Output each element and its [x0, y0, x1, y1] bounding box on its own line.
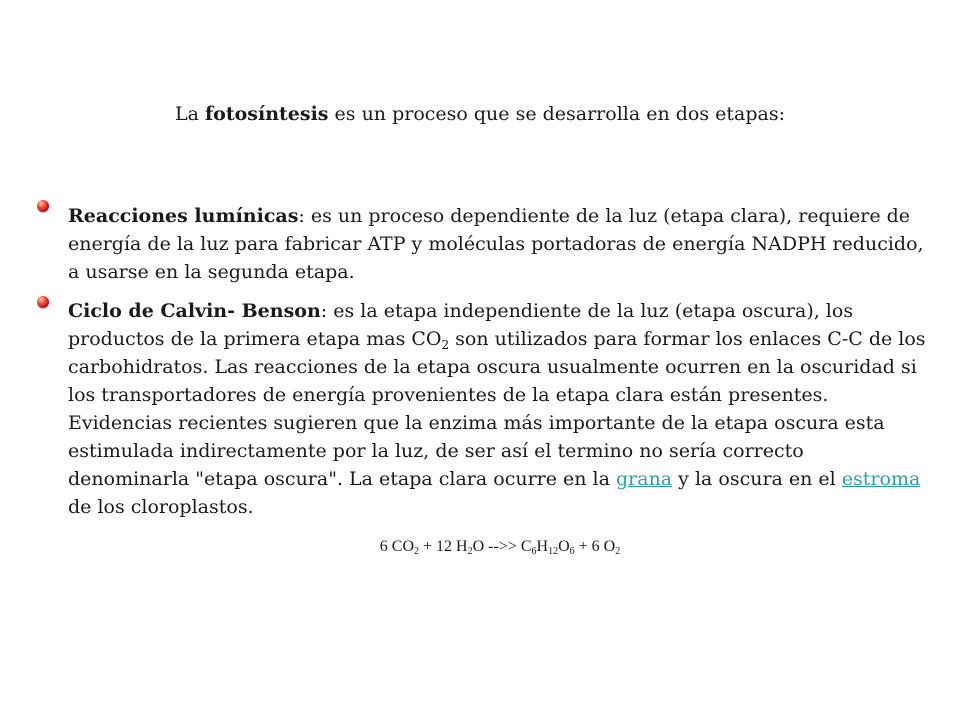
- photosynthesis-equation: [0, 538, 960, 556]
- bullet-text: de los cloroplastos.: [68, 496, 254, 518]
- grana-link[interactable]: grana: [616, 468, 673, 490]
- subscript: 12: [548, 546, 559, 557]
- estroma-link[interactable]: estroma: [841, 468, 921, 490]
- equation-part: O: [558, 538, 570, 555]
- subscript: 2: [441, 338, 450, 352]
- equation-part: 6 CO: [379, 538, 414, 555]
- bullet-text: son utilizados para formar los enlaces C-C de los carbohidratos. Las reacciones de la etapa oscura usualmente ocurren en la oscuridad si los transportadores de energía provenientes de la etapa clara están presentes. Evidencias recientes sugieren que la enzima más importante de la etapa oscura esta estimulada indirectamente por la luz, de ser así el termino no sería correcto denominarla "etapa oscura". La etapa clara ocurre en la: [68, 328, 926, 490]
- bullet-text: : es la etapa independiente de la luz (etapa oscura), los productos de la primera etapa mas CO: [68, 300, 854, 350]
- subscript: 2: [414, 546, 419, 557]
- subscript: 2: [467, 546, 473, 557]
- list-item-light-reactions: [68, 202, 930, 286]
- intro-term: fotosíntesis: [205, 103, 329, 125]
- equation-part: + 6 O: [574, 538, 616, 555]
- subscript: 6: [531, 546, 537, 557]
- equation-part: H: [536, 538, 549, 555]
- intro-prefix: La: [175, 103, 205, 125]
- equation-part: + 12 H: [419, 538, 468, 555]
- bullet-term: Reacciones lumínicas: [68, 205, 299, 227]
- bullet-text: : es un proceso dependiente de la luz (etapa clara), requiere de energía de la luz para fabricar ATP y moléculas portadoras de energía NADPH reducido, a usarse en la segunda etapa.: [68, 205, 924, 283]
- bullet-icon: [37, 200, 49, 212]
- list-item-calvin-cycle: [68, 297, 930, 521]
- bullet-icon: [37, 296, 49, 308]
- bullet-text: y la oscura en el: [672, 468, 842, 490]
- intro-suffix: es un proceso que se desarrolla en dos etapas:: [328, 103, 785, 125]
- subscript: 2: [615, 546, 621, 557]
- subscript: 6: [569, 546, 575, 557]
- bullet-term: Ciclo de Calvin- Benson: [68, 300, 321, 322]
- equation-part: O -->> C: [472, 538, 532, 555]
- intro-sentence: [0, 100, 960, 128]
